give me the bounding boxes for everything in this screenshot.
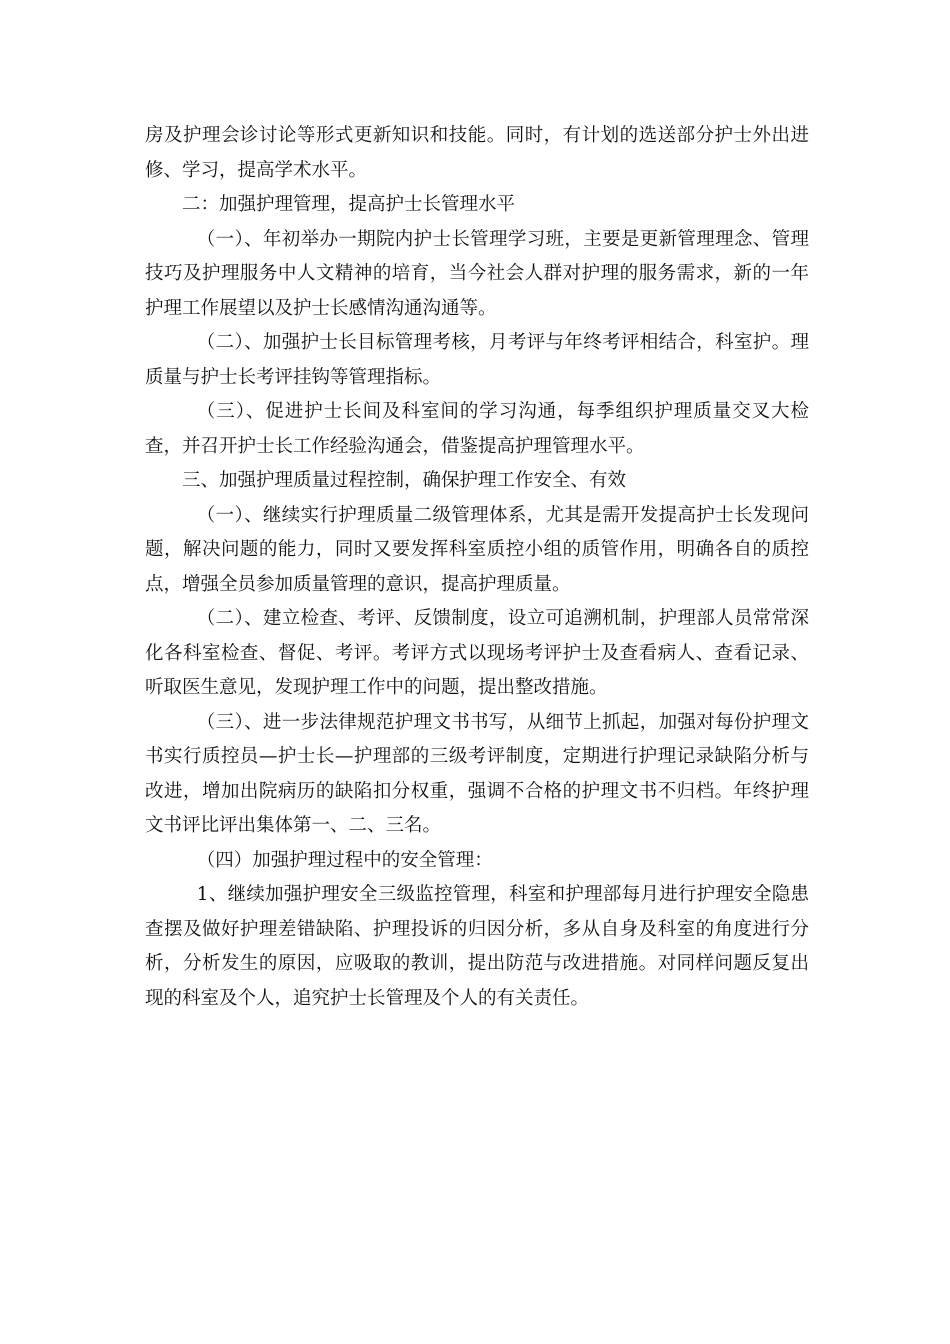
section-heading-two: 二：加强护理管理，提高护士长管理水平 <box>182 194 516 215</box>
paragraph-continuation: 房及护理会诊讨论等形式更新知识和技能。同时，有计划的选送部分护士外出进修、学习，提高学术水平。 <box>145 125 809 181</box>
paragraph-item-2-3: （三）、促进护士长间及科室间的学习沟通，每季组织护理质量交叉大检查，并召开护士长工作经验沟通会，借鉴提高护理管理水平。 <box>145 401 809 457</box>
document-body <box>145 119 809 1016</box>
paragraph-item-2-2: （二）、加强护士长目标管理考核，月考评与年终考评相结合，科室护。理质量与护士长考评挂钩等管理指标。 <box>145 332 809 388</box>
subsection-heading-3-4: （四）加强护理过程中的安全管理： <box>196 849 493 871</box>
paragraph-item-3-2: （二）、建立检查、考评、反馈制度，设立可追溯机制，护理部人员常常深化各科室检查、督促、考评。考评方式以现场考评护士及查看病人、查看记录、听取医生意见，发现护理工作中的问题，提出整改措施。 <box>145 608 809 698</box>
paragraph-item-2-1: （一）、年初举办一期院内护士长管理学习班，主要是更新管理理念、管理技巧及护理服务中人文精神的培育，当今社会人群对护理的服务需求，新的一年护理工作展望以及护士长感情沟通沟通等。 <box>145 228 809 319</box>
paragraph-item-3-1: （一）、继续实行护理质量二级管理体系，尤其是需开发提高护士长发现问题，解决问题的能力，同时又要发挥科室质控小组的质管作用，明确各自的质控点，增强全员参加质量管理的意识，提高护理质量。 <box>145 504 809 595</box>
paragraph-item-3-4-1: 1、继续加强护理安全三级监控管理，科室和护理部每月进行护理安全隐患查摆及做好护理差错缺陷、护理投诉的归因分析，多从自身及科室的角度进行分析，分析发生的原因，应吸取的教训，提出防范与改进措施。对同样问题反复出现的科室及个人，追究护士长管理及个人的有关责任。 <box>145 884 809 1009</box>
section-heading-three: 三、加强护理质量过程控制，确保护理工作安全、有效 <box>182 470 627 491</box>
paragraph-item-3-3: （三）、进一步法律规范护理文书书写，从细节上抓起，加强对每份护理文书实行质控员—护士长—护理部的三级考评制度，定期进行护理记录缺陷分析与改进，增加出院病历的缺陷扣分权重，强调不合格的护理文书不归档。年终护理文书评比评出集体第一、二、三名。 <box>145 711 809 836</box>
